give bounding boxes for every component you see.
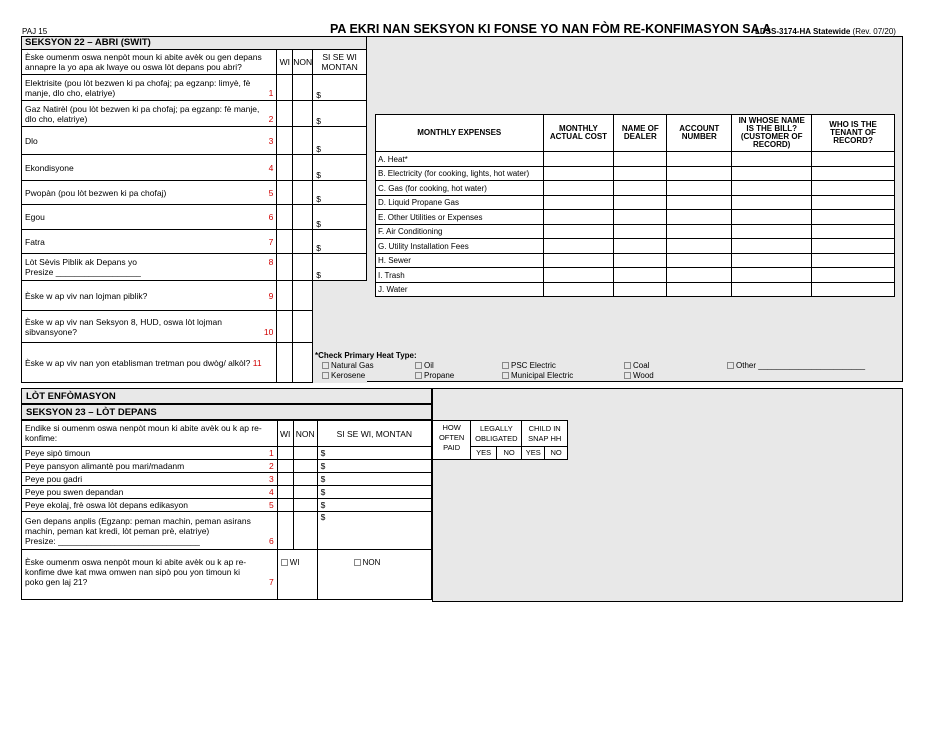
other-expense-row [22, 460, 278, 473]
wi-cell[interactable] [277, 486, 293, 499]
hdr-how-often: HOW OFTEN PAID [433, 421, 471, 460]
expense-label: Elektrisite (pou lòt bezwen ki pa chofaj; pa egzanp: limyè, fè manje, dlo cho, elatriye) [25, 77, 251, 98]
non-cell[interactable] [293, 254, 313, 281]
col-amount: SI SE WI, MONTAN [317, 421, 431, 447]
hdr-monthly-expenses: MONTHLY EXPENSES [376, 115, 544, 152]
wi-cell[interactable] [277, 343, 293, 383]
other-expense-row [22, 486, 278, 499]
dollar-sign: $ [320, 448, 326, 458]
expense-propane: D. Liquid Propane Gas [376, 196, 544, 210]
hdr-legally: LEGALLY OBLIGATED [471, 421, 522, 447]
row-number: 5 [268, 187, 274, 198]
wi-cell[interactable] [277, 75, 293, 101]
row-number: 4 [268, 162, 274, 173]
wi-cell[interactable] [277, 101, 293, 127]
question-label: Èske w ap viv nan yon etablisman tretman pou dwòg/ alkòl? [25, 357, 251, 368]
expense-label: Peye sipò timoun [25, 448, 91, 458]
heat-option-oil[interactable]: Oil [415, 361, 434, 370]
expense-label: Gaz Natirèl (pou lòt bezwen ki pa chofaj; pa egzanp: fè manje, dlo cho, elatriye) [25, 103, 260, 124]
checkbox-icon[interactable] [281, 559, 288, 566]
amount-cell[interactable] [313, 101, 367, 127]
amount-cell[interactable] [317, 460, 431, 473]
non-cell[interactable] [293, 512, 317, 550]
expense-gas: C. Gas (for cooking, hot water) [376, 181, 544, 196]
amount-cell[interactable] [317, 447, 431, 460]
col-yes: YES [522, 447, 545, 460]
heat-option-propane[interactable]: Propane [415, 371, 454, 380]
non-cell[interactable] [293, 230, 313, 254]
dollar-sign: $ [316, 219, 321, 229]
section22-table [21, 36, 367, 383]
non-cell[interactable] [293, 75, 313, 101]
other-expense-row [22, 473, 278, 486]
amount-cell[interactable] [313, 205, 367, 230]
non-cell[interactable] [293, 343, 313, 383]
heat-option-kerosene[interactable]: Kerosene [322, 371, 365, 380]
expense-label: Peye pou gadri [25, 474, 83, 484]
expense-label: Gen depans anplis (Egzanp: peman machin, peman asirans machin, peman kat kredi, lòt peman prè, elatriye) [25, 515, 251, 536]
heat-option-natural-gas[interactable]: Natural Gas [322, 361, 374, 370]
col-wi: WI [277, 421, 293, 447]
wi-cell[interactable] [277, 281, 293, 311]
row-number: 6 [268, 212, 274, 222]
col-wi: WI [277, 50, 293, 75]
checkbox-icon[interactable] [624, 372, 631, 379]
dollar-sign: $ [316, 170, 321, 180]
amount-cell[interactable] [317, 499, 431, 512]
row-number: 7 [269, 577, 274, 587]
amount-cell[interactable] [313, 127, 367, 155]
wi-cell[interactable] [277, 311, 293, 343]
wi-cell[interactable] [277, 499, 293, 512]
row-number: 1 [269, 448, 274, 458]
question-label: Èske w ap viv nan lojman piblik? [25, 290, 148, 301]
other-expense-row [22, 447, 278, 460]
section23-title: SEKSYON 23 – LÒT DEPANS [21, 404, 432, 420]
hdr-bill-name: IN WHOSE NAME IS THE BILL? (CUSTOMER OF RECORD) [732, 115, 812, 152]
dollar-sign: $ [316, 116, 321, 126]
non-cell[interactable] [293, 127, 313, 155]
answer-no[interactable]: NON [317, 550, 431, 600]
hdr-tenant: WHO IS THE TENANT OF RECORD? [812, 115, 895, 152]
expense-other-utilities: E. Other Utilities or Expenses [376, 210, 544, 225]
heat-option-wood[interactable]: Wood [624, 371, 654, 380]
dollar-sign: $ [316, 144, 321, 154]
col-non: NON [293, 50, 313, 75]
col-non: NON [293, 421, 317, 447]
question-treatment-facility [22, 343, 277, 383]
hdr-child: CHILD IN SNAP HH [522, 421, 568, 447]
dollar-sign: $ [320, 474, 326, 484]
expense-row-label [22, 254, 277, 281]
expense-label: Dlo [25, 135, 38, 146]
expense-label: Pwopàn (pou lòt bezwen ki pa chofaj) [25, 187, 167, 198]
checkbox-icon[interactable] [354, 559, 361, 566]
section23-question: Endike si oumenm oswa nenpòt moun ki abite avèk ou k ap re-konfime: [22, 421, 278, 447]
hdr-actual-cost: MONTHLY ACTUAL COST [543, 115, 614, 152]
col-yes: YES [471, 447, 497, 460]
amount-cell[interactable] [313, 181, 367, 205]
expense-label: Lòt Sèvis Piblik ak Depans yo [25, 257, 137, 267]
heat-option-psc-electric[interactable]: PSC Electric [502, 361, 556, 370]
dollar-sign: $ [320, 461, 326, 471]
non-cell[interactable] [293, 473, 317, 486]
other-info-title: LÒT ENFÒMASYON [21, 388, 432, 404]
form-code: LDSS-3174-HA Statewide [755, 27, 851, 36]
expense-label: Ekondisyone [25, 162, 74, 173]
dollar-sign: $ [316, 194, 321, 204]
wi-cell[interactable] [277, 230, 293, 254]
hdr-account: ACCOUNT NUMBER [667, 115, 732, 152]
non-cell[interactable] [293, 101, 313, 127]
dollar-sign: $ [320, 512, 326, 522]
row-number: 3 [269, 474, 274, 484]
monthly-expenses-table [375, 114, 895, 297]
expense-row-label [22, 230, 277, 254]
non-cell[interactable] [293, 281, 313, 311]
checkbox-icon[interactable] [502, 362, 509, 369]
amount-cell[interactable] [313, 155, 367, 181]
dollar-sign: $ [320, 487, 326, 497]
amount-cell[interactable] [317, 512, 431, 550]
row-number: 1 [268, 87, 274, 98]
expense-water: J. Water [376, 283, 544, 297]
amount-cell[interactable] [317, 486, 431, 499]
wi-cell[interactable] [277, 181, 293, 205]
wi-cell[interactable] [277, 127, 293, 155]
row-number: 11 [252, 357, 262, 368]
wi-cell[interactable] [277, 512, 293, 550]
wi-cell[interactable] [277, 460, 293, 473]
payment-details-table [432, 420, 568, 460]
heat-option-municipal-electric[interactable]: Municipal Electric [502, 371, 573, 380]
checkbox-icon[interactable] [415, 362, 422, 369]
specify-line[interactable]: Presize __________________ [25, 267, 141, 277]
section22-title: SEKSYON 22 – ABRI (SWIT) [22, 37, 367, 50]
question-child-support-owed [22, 550, 278, 600]
dollar-sign: $ [316, 243, 321, 253]
non-cell[interactable] [293, 205, 313, 230]
expense-air-conditioning: F. Air Conditioning [376, 225, 544, 239]
row-number: 2 [269, 461, 274, 471]
wi-cell[interactable] [277, 473, 293, 486]
expense-sewer: H. Sewer [376, 254, 544, 268]
row-number: 7 [268, 236, 274, 247]
expense-label: Egou [25, 212, 45, 222]
wi-cell[interactable] [277, 254, 293, 281]
expense-trash: I. Trash [376, 268, 544, 283]
non-cell[interactable] [293, 155, 313, 181]
row-number: 10 [263, 326, 274, 337]
heat-option-other[interactable]: Other ________________________ [727, 361, 865, 370]
checkbox-icon[interactable] [322, 362, 329, 369]
expense-row-label [22, 101, 277, 127]
question-label: Èske w ap viv nan Seksyon 8, HUD, oswa lòt lojman sibvansyone? [25, 316, 223, 337]
form-id [755, 27, 896, 36]
hdr-dealer: NAME OF DEALER [614, 115, 667, 152]
amount-cell[interactable] [317, 473, 431, 486]
question-public-housing [22, 281, 277, 311]
heat-type-title: *Check Primary Heat Type: [315, 351, 417, 360]
answer-yes[interactable]: WI [277, 550, 317, 600]
non-cell[interactable] [293, 460, 317, 473]
col-no: NO [496, 447, 522, 460]
row-number: 2 [268, 113, 274, 124]
non-cell[interactable] [293, 499, 317, 512]
wi-cell[interactable] [277, 155, 293, 181]
other-expense-row [22, 499, 278, 512]
question-section8 [22, 311, 277, 343]
expense-label: Fatra [25, 236, 45, 247]
non-cell[interactable] [293, 486, 317, 499]
checkbox-icon[interactable] [322, 372, 329, 379]
other-expense-row [22, 512, 278, 550]
non-cell[interactable] [293, 181, 313, 205]
non-cell[interactable] [293, 311, 313, 343]
amount-cell[interactable] [313, 254, 367, 281]
form-revision: (Rev. 07/20) [852, 27, 896, 36]
expense-installation: G. Utility Installation Fees [376, 239, 544, 254]
specify-line[interactable]: Presize: ______________________________ [25, 535, 200, 546]
section23-table [21, 420, 432, 600]
col-amount: SI SE WI MONTAN [313, 50, 367, 75]
row-number: 9 [268, 290, 274, 301]
heat-option-coal[interactable]: Coal [624, 361, 649, 370]
expense-heat: A. Heat* [376, 152, 544, 167]
page-number: PAJ 15 [22, 27, 48, 36]
dollar-sign: $ [320, 500, 326, 510]
expense-row-label [22, 205, 277, 230]
non-cell[interactable] [293, 447, 317, 460]
expense-label: Peye pansyon alimantè pou mari/madanm [25, 461, 185, 471]
expense-electricity: B. Electricity (for cooking, lights, hot water) [376, 167, 544, 181]
expense-row-label [22, 75, 277, 101]
row-number: 4 [269, 487, 274, 497]
checkbox-icon[interactable] [624, 362, 631, 369]
wi-cell[interactable] [277, 205, 293, 230]
checkbox-icon[interactable] [502, 372, 509, 379]
expense-label: Peye pou swen depandan [25, 487, 124, 497]
amount-cell[interactable] [313, 75, 367, 101]
expense-label: Peye ekolaj, frè oswa lòt depans edikasyon [25, 500, 189, 510]
amount-cell[interactable] [313, 230, 367, 254]
page-title: PA EKRI NAN SEKSYON KI FONSE YO NAN FÒM RE-KONFIMASYON SA A [330, 22, 772, 36]
row-number: 8 [268, 257, 274, 267]
row-number: 6 [269, 535, 274, 546]
other-line[interactable]: ________________________ [758, 361, 866, 370]
checkbox-icon[interactable] [415, 372, 422, 379]
section22-question: Èske oumenm oswa nenpòt moun ki abite avèk ou gen depans annapre la yo apa ak lwaye ou oswa lòt depans pou abri? [22, 50, 277, 75]
expense-row-label [22, 181, 277, 205]
row-number: 5 [269, 500, 274, 510]
dollar-sign: $ [316, 90, 321, 100]
expense-row-label [22, 127, 277, 155]
dollar-sign: $ [316, 270, 321, 280]
col-no: NO [545, 447, 568, 460]
wi-cell[interactable] [277, 447, 293, 460]
checkbox-icon[interactable] [727, 362, 734, 369]
row-number: 3 [268, 135, 274, 146]
question-label: Èske oumenm oswa nenpòt moun ki abite avèk ou k ap re-konfime dwe kat mwa omwen nan sipò pou yon timoun ki poko gen laj 21? [25, 557, 247, 587]
expense-row-label [22, 155, 277, 181]
